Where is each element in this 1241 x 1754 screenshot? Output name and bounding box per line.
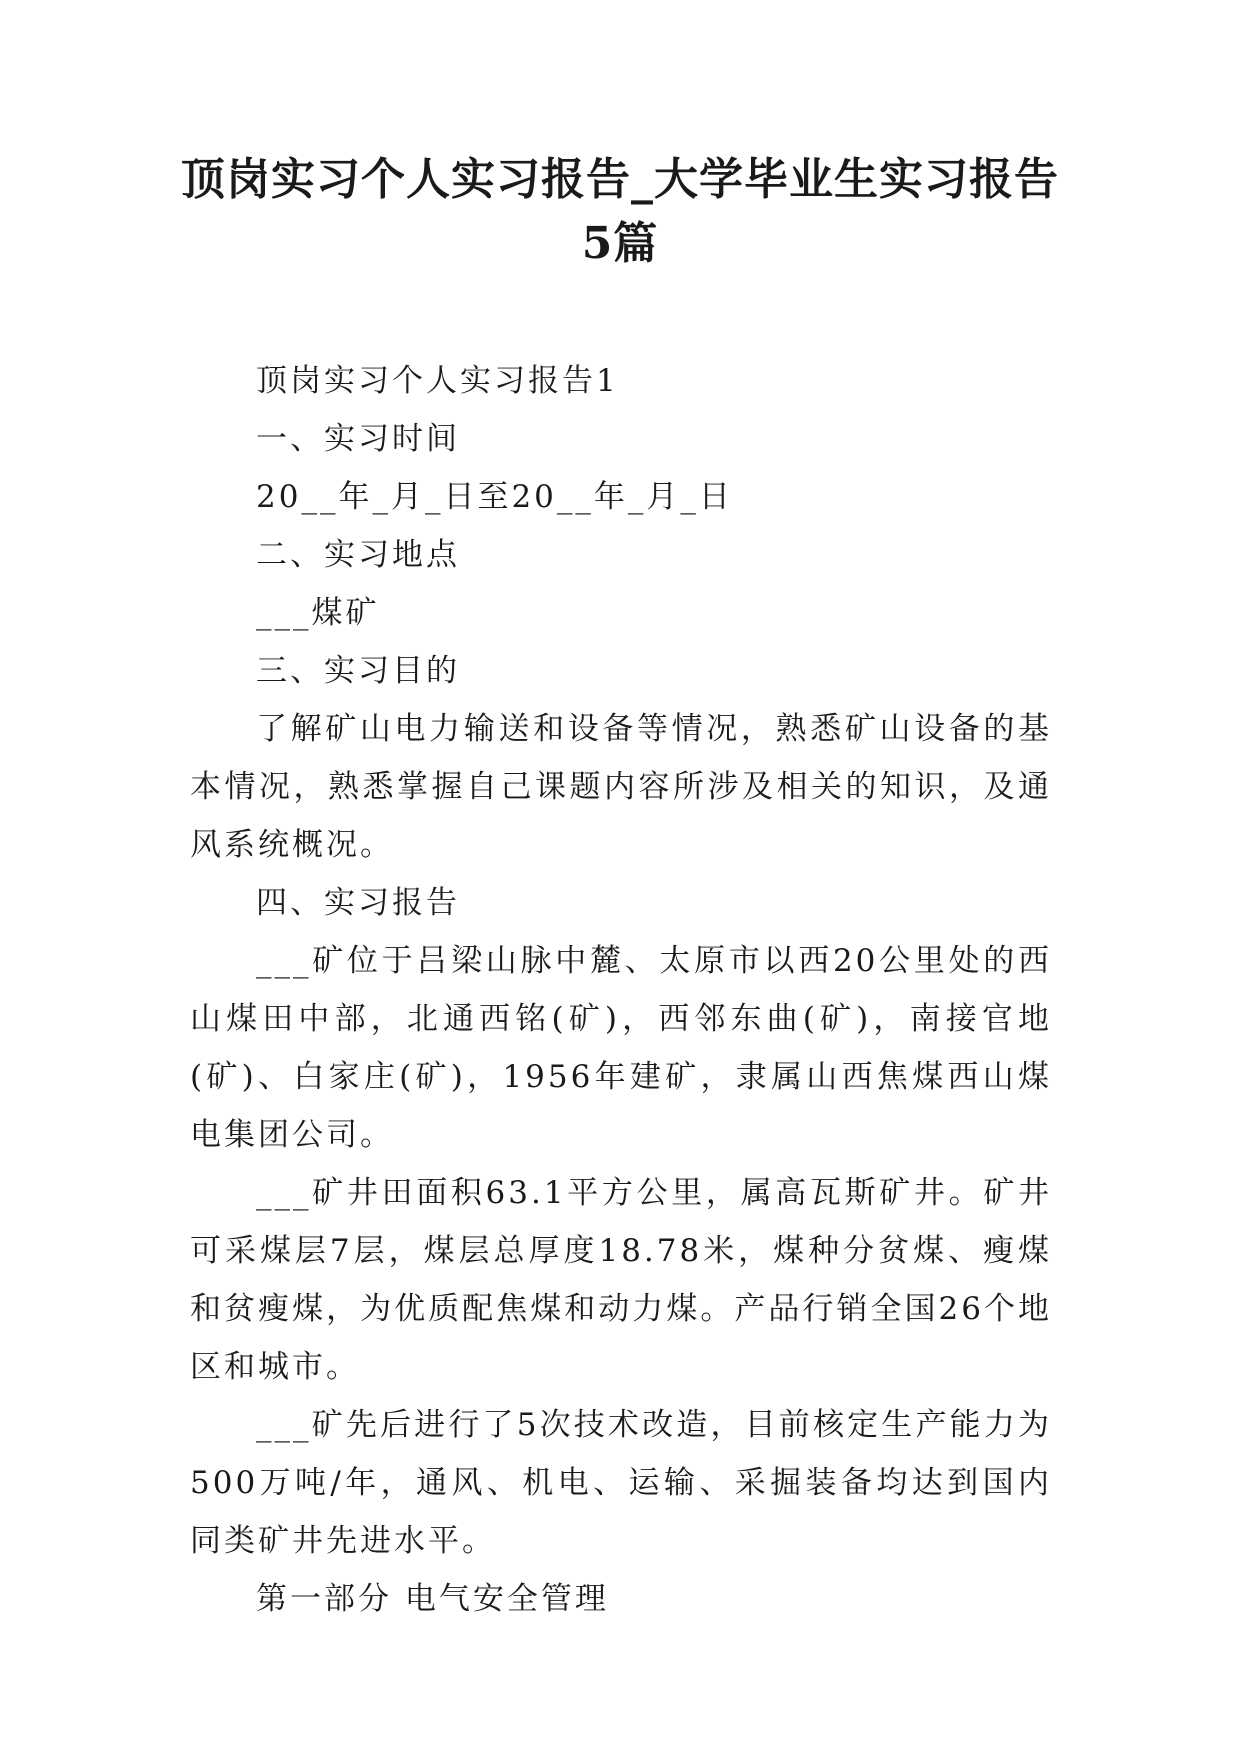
section-heading-purpose: 三、实习目的 xyxy=(256,653,460,689)
mine-location-paragraph: ___矿位于吕梁山脉中麓、太原市以西20公里处的西山煤田中部，北通西铭(矿)，西邻东曲(矿)，南接官地(矿)、白家庄(矿)，1956年建矿，隶属山西焦煤西山煤电集团公司。 xyxy=(190,943,1052,1153)
internship-dates: 20__年_月_日至20__年_月_日 xyxy=(256,479,733,515)
document-title: 顶岗实习个人实习报告_大学毕业生实习报告5篇 xyxy=(181,154,1059,269)
purpose-paragraph: 了解矿山电力输送和设备等情况，熟悉矿山设备的基本情况，熟悉掌握自己课题内容所涉及相关的知识，及通风系统概况。 xyxy=(190,711,1052,863)
section-heading-report: 四、实习报告 xyxy=(256,885,460,921)
section-heading-location: 二、实习地点 xyxy=(256,537,460,573)
part-one-heading: 第一部分 电气安全管理 xyxy=(256,1581,609,1617)
document-body xyxy=(190,352,1052,1628)
internship-location: ___煤矿 xyxy=(256,595,380,631)
section-heading-time: 一、实习时间 xyxy=(256,421,460,457)
mine-field-paragraph: ___矿井田面积63.1平方公里，属高瓦斯矿井。矿井可采煤层7层，煤层总厚度18.78米，煤种分贫煤、瘦煤和贫瘦煤，为优质配焦煤和动力煤。产品行销全国26个地区和城市。 xyxy=(190,1175,1052,1385)
mine-capacity-paragraph: ___矿先后进行了5次技术改造，目前核定生产能力为500万吨/年，通风、机电、运输、采掘装备均达到国内同类矿井先进水平。 xyxy=(190,1407,1052,1559)
report-heading: 顶岗实习个人实习报告1 xyxy=(256,363,619,399)
